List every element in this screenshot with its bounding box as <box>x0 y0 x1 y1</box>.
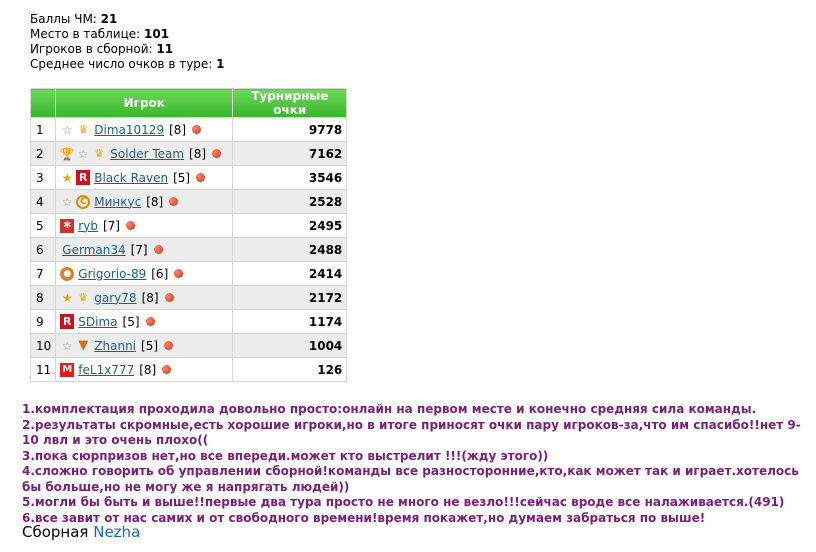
c-badge-icon: C <box>76 195 90 209</box>
row-player-cell <box>56 262 233 286</box>
table-row <box>31 334 347 358</box>
row-rank: 8 <box>31 286 56 310</box>
row-points: 2495 <box>233 214 347 238</box>
stat-label: Игроков в сборной: <box>30 42 153 56</box>
gray-star-icon: ☆ <box>61 338 73 353</box>
status-dot-icon <box>169 197 178 206</box>
fox-emblem-icon: ▼ <box>78 337 89 353</box>
player-name-link[interactable]: Solder Team <box>110 146 185 161</box>
stat-value: 101 <box>144 27 170 41</box>
stat-value: 1 <box>216 57 225 71</box>
stat-line <box>30 12 225 27</box>
row-rank: 2 <box>31 142 56 166</box>
status-dot-icon <box>192 125 201 134</box>
row-player-cell <box>56 166 233 190</box>
row-player-cell <box>56 142 233 166</box>
note-line: 6.все завит от нас самих и от свободного времени!время покажет,но думаем забраться по выше! <box>22 510 706 525</box>
player-level: [8] <box>189 146 207 161</box>
player-level: [8] <box>139 362 157 377</box>
status-dot-icon <box>154 245 163 254</box>
red-r-badge-icon: R <box>60 314 74 329</box>
stat-label: Место в таблице: <box>30 27 141 41</box>
row-points: 7162 <box>233 142 347 166</box>
team-stats <box>30 12 225 72</box>
note-line: 4.сложно говорить об управлении сборной!команды все разносторонние,кто,как может так и играет.хотелось бы больше,но не могу же я напрягать людей)) <box>22 464 799 494</box>
crown-icon: ♛ <box>94 146 105 160</box>
table-row <box>31 262 347 286</box>
team-footer <box>22 523 140 541</box>
gray-star-icon: ☆ <box>77 146 89 161</box>
player-name-link[interactable]: ryb <box>78 218 98 233</box>
table-header-row <box>31 89 347 118</box>
team-name-link[interactable]: Nezha <box>93 523 141 541</box>
table-row <box>31 118 347 142</box>
row-player-cell <box>56 214 233 238</box>
trophy-icon: 🏆 <box>59 146 75 161</box>
stat-value: 21 <box>100 12 118 26</box>
header-number <box>31 89 56 118</box>
row-rank: 9 <box>31 310 56 334</box>
stat-label: Баллы ЧМ: <box>30 12 97 26</box>
row-points: 2528 <box>233 190 347 214</box>
players-table <box>30 88 347 382</box>
player-name-link[interactable]: German34 <box>62 242 126 257</box>
row-rank: 11 <box>31 358 56 382</box>
row-rank: 10 <box>31 334 56 358</box>
row-player-cell <box>56 118 233 142</box>
player-level: [8] <box>141 290 159 305</box>
note-line: 1.комплектация проходила довольно просто:онлайн на первом месте и конечно средняя сила команды. <box>22 402 757 416</box>
row-points: 2172 <box>233 286 347 310</box>
row-points: 9778 <box>233 118 347 142</box>
crown-icon: ♛ <box>78 122 89 136</box>
player-name-link[interactable]: Grigorio-89 <box>78 266 147 281</box>
crown-icon: ♛ <box>78 290 89 304</box>
row-player-cell <box>56 238 233 262</box>
gray-star-icon: ☆ <box>61 122 73 137</box>
status-dot-icon <box>165 293 174 302</box>
stat-value: 11 <box>156 42 174 56</box>
row-points: 2488 <box>233 238 347 262</box>
status-dot-icon <box>126 221 135 230</box>
player-level: [5] <box>173 170 191 185</box>
row-points: 126 <box>233 358 347 382</box>
status-dot-icon <box>196 173 205 182</box>
stat-line <box>30 42 225 57</box>
table-row <box>31 358 347 382</box>
stat-label: Среднее число очков в туре: <box>30 57 213 71</box>
row-points: 1174 <box>233 310 347 334</box>
row-player-cell <box>56 286 233 310</box>
gold-star-icon: ★ <box>61 290 73 305</box>
red-emblem-icon: ✱ <box>60 219 74 233</box>
status-dot-icon <box>162 365 171 374</box>
red-r-badge-icon: R <box>76 170 90 185</box>
player-name-link[interactable]: Black Raven <box>94 170 169 185</box>
status-dot-icon <box>164 341 173 350</box>
note-line: 5.могли бы быть и выше!!первые два тура просто не много не везло!!!сейчас вроде все налаживается.(491) <box>22 495 785 509</box>
player-name-link[interactable]: gary78 <box>94 290 137 305</box>
header-player[interactable]: Игрок <box>56 89 233 118</box>
gold-star-icon: ★ <box>61 170 73 185</box>
player-level: [6] <box>151 266 169 281</box>
team-notes <box>22 402 802 526</box>
table-row <box>31 166 347 190</box>
row-rank: 6 <box>31 238 56 262</box>
table-row <box>31 142 347 166</box>
player-level: [7] <box>102 218 120 233</box>
player-level: [8] <box>169 122 187 137</box>
row-points: 1004 <box>233 334 347 358</box>
player-level: [5] <box>122 314 140 329</box>
status-dot-icon <box>174 269 183 278</box>
red-m-badge-icon: M <box>60 363 74 377</box>
player-name-link[interactable]: SDima <box>78 314 118 329</box>
gray-star-icon: ☆ <box>61 194 73 209</box>
status-dot-icon <box>146 317 155 326</box>
player-name-link[interactable]: Zhanni <box>94 338 137 353</box>
note-line: 3.пока сюрпризов нет,но все впереди.может кто выстрелит !!!(жду этого)) <box>22 448 549 463</box>
table-row <box>31 214 347 238</box>
row-player-cell <box>56 334 233 358</box>
header-points[interactable]: Турнирные очки <box>233 89 347 118</box>
row-points: 3546 <box>233 166 347 190</box>
row-rank: 5 <box>31 214 56 238</box>
player-level: [5] <box>141 338 159 353</box>
row-rank: 4 <box>31 190 56 214</box>
player-level: [7] <box>130 242 148 257</box>
stat-line <box>30 57 225 72</box>
row-rank: 1 <box>31 118 56 142</box>
table-row <box>31 286 347 310</box>
row-points: 2414 <box>233 262 347 286</box>
team-label: Сборная <box>22 523 89 541</box>
status-dot-icon <box>212 149 221 158</box>
table-row <box>31 190 347 214</box>
row-rank: 3 <box>31 166 56 190</box>
lion-emblem-icon: ● <box>60 267 74 281</box>
row-player-cell <box>56 190 233 214</box>
player-name-link[interactable]: feL1x777 <box>78 362 135 377</box>
player-name-link[interactable]: Dima10129 <box>94 122 165 137</box>
table-row <box>31 238 347 262</box>
row-player-cell <box>56 310 233 334</box>
note-line: 2.результаты скромные,есть хорошие игроки,но в итоге приносят очки пару игроков-за,что им спасибо!!нет 9-10 лвл и это очень плохо(( <box>22 417 801 447</box>
player-name-link[interactable]: Минкус <box>94 194 142 209</box>
stat-line <box>30 27 225 42</box>
row-rank: 7 <box>31 262 56 286</box>
table-row <box>31 310 347 334</box>
row-player-cell <box>56 358 233 382</box>
player-level: [8] <box>146 194 164 209</box>
